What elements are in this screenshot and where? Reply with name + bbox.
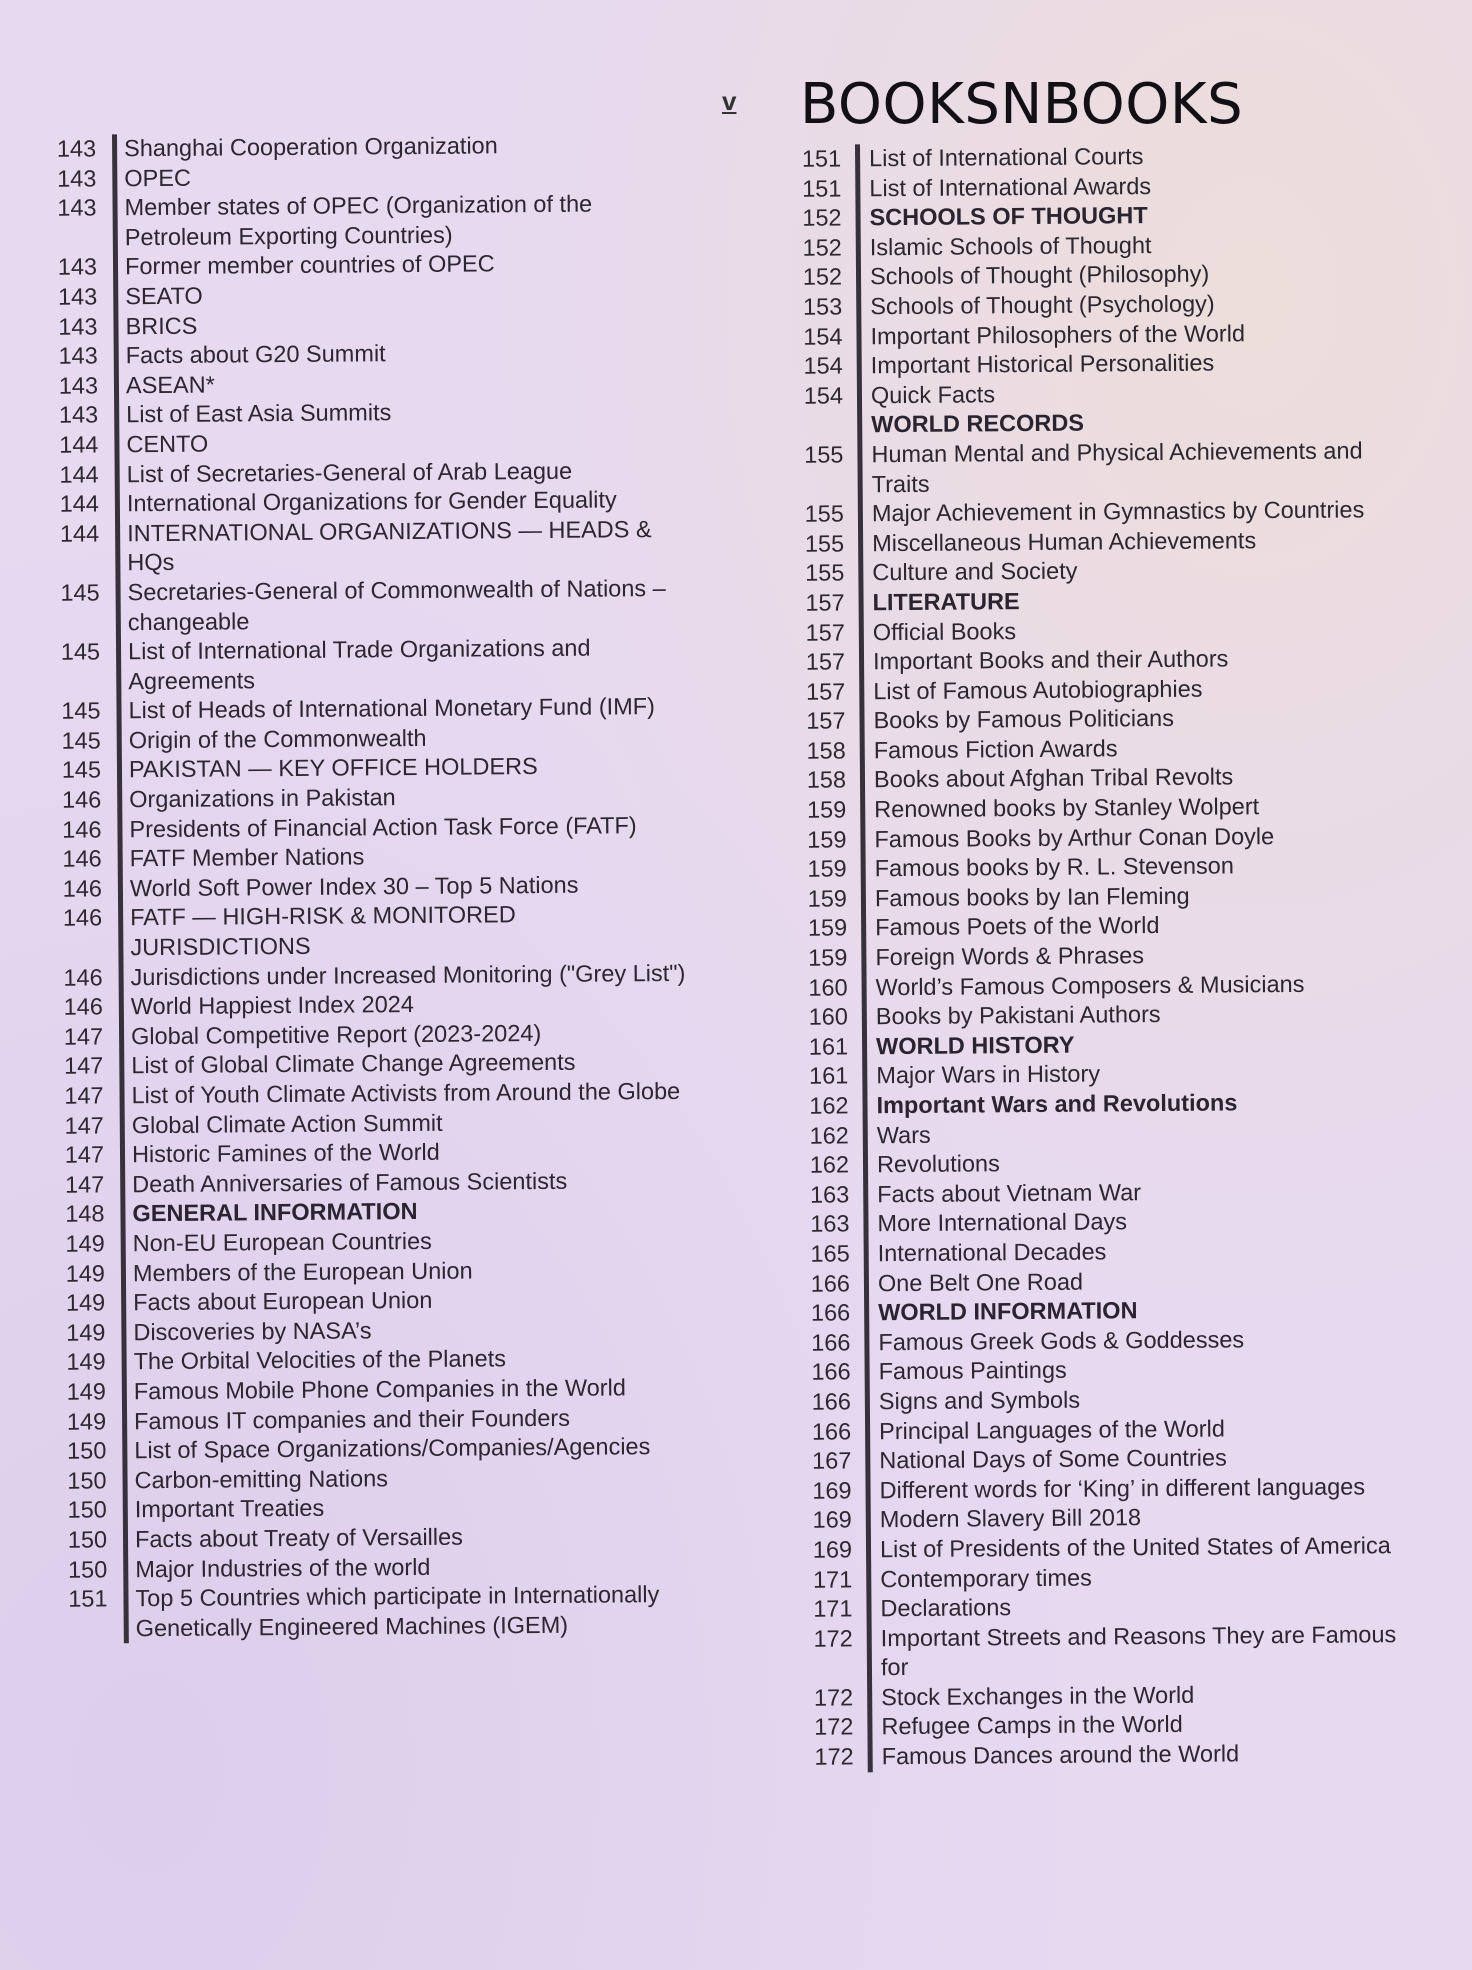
entry-page-number: 155 bbox=[804, 441, 844, 468]
entry-title: Islamic Schools of Thought bbox=[869, 231, 1152, 261]
entry-title: Miscellaneous Human Achievements bbox=[872, 526, 1257, 556]
entry-title: Famous Dances around the World bbox=[881, 1740, 1240, 1770]
entry-title: Facts about G20 Summit bbox=[125, 340, 386, 369]
entry-page-number: 143 bbox=[58, 342, 98, 369]
entry-page-number: 148 bbox=[65, 1200, 105, 1228]
entry-title: Global Climate Action Summit bbox=[131, 1109, 443, 1138]
entry-page-number: 166 bbox=[810, 1270, 851, 1297]
entry-page-number: 143 bbox=[58, 372, 99, 399]
entry-page-number: 154 bbox=[803, 382, 844, 409]
entry-title: Major Industries of the world bbox=[135, 1553, 431, 1582]
entry-page-number: 151 bbox=[68, 1585, 108, 1612]
entry-title: Former member countries of OPEC bbox=[124, 250, 495, 280]
entry-title: Famous Books by Arthur Conan Doyle bbox=[874, 822, 1275, 852]
entry-page-number: 143 bbox=[57, 165, 97, 192]
entry-page-number: 160 bbox=[808, 974, 848, 1001]
entry-page-number: 151 bbox=[801, 145, 842, 172]
entry-title: Books by Pakistani Authors bbox=[875, 1001, 1161, 1030]
entry-title: World Soft Power Index 30 – Top 5 Nations bbox=[129, 871, 579, 902]
entry-title: Famous books by Ian Fleming bbox=[874, 882, 1190, 912]
entry-page-number bbox=[777, 411, 871, 441]
entry-page-number: 150 bbox=[67, 1467, 107, 1494]
entry-page-number: 144 bbox=[59, 520, 100, 547]
entry-page-number: 167 bbox=[812, 1447, 852, 1474]
entry-page-number: 146 bbox=[63, 993, 103, 1020]
entry-title: Secretaries-General of Commonwealth of Nations – changeable bbox=[127, 574, 666, 635]
entry-title: Death Anniversaries of Famous Scientists bbox=[132, 1167, 568, 1198]
entry-page-number: 166 bbox=[810, 1299, 851, 1326]
entry-title: Famous Mobile Phone Companies in the World bbox=[133, 1374, 626, 1405]
entry-page-number: 159 bbox=[808, 944, 848, 971]
entry-page-number: 157 bbox=[805, 648, 846, 675]
entry-title: Historic Famines of the World bbox=[131, 1139, 440, 1168]
entry-page-number: 150 bbox=[67, 1526, 108, 1553]
entry-title: Important Philosophers of the World bbox=[870, 319, 1246, 349]
entry-title: Organizations in Pakistan bbox=[129, 784, 396, 813]
entry-title: ASEAN* bbox=[125, 371, 215, 399]
entry-page-number: 143 bbox=[57, 253, 98, 281]
entry-page-number: 147 bbox=[63, 1023, 104, 1050]
entry-page-number: 162 bbox=[809, 1151, 850, 1178]
entry-title: Important Treaties bbox=[134, 1495, 325, 1523]
entry-page-number: 145 bbox=[60, 638, 101, 665]
entry-page-number: 159 bbox=[807, 855, 847, 883]
entry-title: BRICS bbox=[125, 312, 198, 339]
entry-title: Declarations bbox=[880, 1594, 1012, 1622]
entry-title: Famous Fiction Awards bbox=[873, 735, 1118, 764]
entry-page-number: 146 bbox=[62, 845, 102, 873]
entry-title: FATF — HIGH-RISK & MONITORED JURISDICTIONS bbox=[130, 901, 516, 961]
entry-title: WORLD RECORDS bbox=[871, 409, 1085, 438]
contents-entry bbox=[33, 574, 683, 638]
entry-page-number: 143 bbox=[56, 135, 97, 162]
entry-title: Modern Slavery Bill 2018 bbox=[879, 1504, 1142, 1533]
contents-entry bbox=[788, 1738, 1428, 1773]
entry-title: Global Competitive Report (2023-2024) bbox=[130, 1019, 542, 1050]
entry-page-number: 149 bbox=[66, 1319, 106, 1346]
entry-page-number: 145 bbox=[61, 697, 101, 725]
entry-title: Famous books by R. L. Stevenson bbox=[874, 852, 1234, 882]
entry-title: The Orbital Velocities of the Planets bbox=[133, 1345, 507, 1375]
entry-title: FATF Member Nations bbox=[129, 843, 365, 872]
entry-page-number: 172 bbox=[814, 1743, 854, 1770]
entry-title: Renowned books by Stanley Wolpert bbox=[874, 793, 1260, 823]
entry-title: Books by Famous Politicians bbox=[873, 705, 1175, 734]
entry-page-number: 149 bbox=[65, 1289, 106, 1316]
entry-page-number: 157 bbox=[805, 618, 845, 646]
entry-page-number: 161 bbox=[808, 1062, 849, 1090]
entry-title: Facts about Treaty of Versailles bbox=[134, 1523, 463, 1553]
entry-title: Shanghai Cooperation Organization bbox=[124, 132, 498, 162]
entry-page-number: 157 bbox=[805, 678, 846, 705]
entry-title: International Organizations for Gender Equality bbox=[126, 486, 617, 517]
entry-page-number: 161 bbox=[808, 1033, 849, 1060]
entry-title: Top 5 Countries which participate in Internationally Genetically Engineered Machines (IGEM) bbox=[135, 1581, 660, 1641]
entry-page-number: 146 bbox=[62, 816, 102, 843]
entry-title: Quick Facts bbox=[870, 381, 996, 409]
contents-entry bbox=[34, 633, 684, 697]
entry-page-number: 163 bbox=[809, 1181, 850, 1208]
entry-page-number: 150 bbox=[67, 1437, 107, 1464]
entry-page-number: 154 bbox=[803, 352, 843, 379]
entry-title: National Days of Some Countries bbox=[879, 1444, 1227, 1474]
right-contents-column bbox=[775, 140, 1428, 1773]
entry-title: Official Books bbox=[872, 617, 1017, 645]
entry-page-number: 155 bbox=[805, 559, 845, 587]
contents-entry bbox=[777, 436, 1417, 500]
entry-title: INTERNATIONAL ORGANIZATIONS — HEADS & HQs bbox=[127, 515, 652, 576]
entry-page-number: 155 bbox=[804, 500, 844, 527]
entry-page-number: 152 bbox=[802, 204, 842, 231]
entry-title: Wars bbox=[876, 1121, 931, 1148]
entry-title: International Decades bbox=[877, 1238, 1107, 1267]
entry-title: Important Wars and Revolutions bbox=[876, 1089, 1238, 1119]
entry-page-number: 169 bbox=[812, 1506, 852, 1534]
entry-title: Members of the European Union bbox=[132, 1257, 473, 1286]
brand-title: BOOKSNBOOKS bbox=[800, 72, 1244, 137]
entry-page-number: 165 bbox=[810, 1240, 850, 1267]
entry-page-number: 154 bbox=[803, 323, 843, 350]
entry-page-number: 171 bbox=[813, 1595, 853, 1622]
entry-page-number: 143 bbox=[57, 194, 97, 221]
entry-page-number: 143 bbox=[58, 313, 98, 340]
entry-page-number: 166 bbox=[811, 1388, 851, 1415]
entry-page-number: 166 bbox=[811, 1329, 851, 1356]
page-number: v bbox=[722, 86, 737, 116]
entry-page-number: 159 bbox=[807, 914, 848, 942]
entry-page-number: 160 bbox=[808, 1003, 848, 1030]
entry-title: Revolutions bbox=[876, 1150, 1000, 1178]
entry-page-number: 159 bbox=[807, 826, 847, 853]
entry-title: Discoveries by NASA’s bbox=[133, 1317, 372, 1345]
contents-entry bbox=[41, 1580, 691, 1644]
entry-title: Major Achievement in Gymnastics by Countries bbox=[871, 496, 1365, 527]
entry-title: List of Youth Climate Activists from Around the Globe bbox=[131, 1077, 681, 1109]
entry-title: Famous Poets of the World bbox=[875, 912, 1160, 941]
entry-page-number: 144 bbox=[59, 431, 99, 458]
entry-page-number: 147 bbox=[64, 1171, 105, 1198]
entry-title: Facts about Vietnam War bbox=[877, 1178, 1142, 1208]
entry-title: Human Mental and Physical Achievements and Traits bbox=[871, 437, 1363, 497]
entry-title: Stock Exchanges in the World bbox=[881, 1681, 1195, 1711]
entry-title: Famous IT companies and their Founders bbox=[133, 1404, 571, 1434]
entry-page-number: 147 bbox=[63, 1052, 104, 1080]
entry-page-number: 157 bbox=[806, 707, 846, 735]
entry-title: Refugee Camps in the World bbox=[881, 1711, 1183, 1740]
entry-title: WORLD HISTORY bbox=[875, 1031, 1075, 1060]
entry-title: List of Secretaries-General of Arab League bbox=[126, 457, 573, 487]
entry-title: Schools of Thought (Psychology) bbox=[870, 290, 1215, 320]
entry-title: List of Global Climate Change Agreements bbox=[131, 1049, 576, 1079]
left-contents-column bbox=[30, 130, 692, 1644]
entry-page-number: 149 bbox=[66, 1378, 106, 1405]
contents-entry bbox=[787, 1620, 1427, 1684]
entry-page-number: 155 bbox=[804, 530, 845, 557]
entry-page-number: 171 bbox=[812, 1565, 853, 1593]
entry-title: Carbon-emitting Nations bbox=[134, 1464, 389, 1493]
entry-page-number: 146 bbox=[61, 786, 102, 813]
entry-title: More International Days bbox=[877, 1208, 1128, 1237]
entry-page-number: 151 bbox=[802, 175, 842, 202]
entry-title: World Happiest Index 2024 bbox=[130, 991, 414, 1020]
entry-title: WORLD INFORMATION bbox=[878, 1297, 1138, 1326]
entry-title: Signs and Symbols bbox=[878, 1386, 1081, 1415]
entry-page-number: 152 bbox=[802, 263, 843, 291]
entry-page-number: 162 bbox=[809, 1092, 849, 1119]
contents-entry bbox=[33, 515, 683, 579]
entry-title: List of International Trade Organizations and Agreements bbox=[127, 634, 591, 694]
entry-title: LITERATURE bbox=[872, 587, 1020, 616]
entry-page-number: 144 bbox=[59, 490, 99, 517]
entry-page-number: 152 bbox=[802, 234, 842, 261]
entry-title: Important Books and their Authors bbox=[872, 645, 1229, 675]
entry-page-number: 153 bbox=[802, 293, 843, 320]
contents-entry bbox=[36, 899, 686, 963]
entry-page-number: 169 bbox=[812, 1536, 853, 1563]
entry-page-number: 149 bbox=[66, 1348, 106, 1376]
entry-title: OPEC bbox=[124, 164, 192, 191]
entry-page-number: 149 bbox=[65, 1230, 105, 1257]
entry-title: List of Heads of International Monetary Fund (IMF) bbox=[128, 693, 655, 724]
entry-page-number: 158 bbox=[806, 737, 846, 764]
entry-page-number: 166 bbox=[811, 1417, 852, 1445]
entry-page-number: 149 bbox=[65, 1260, 106, 1287]
entry-title: Presidents of Financial Action Task Force (FATF) bbox=[129, 811, 637, 842]
entry-page-number: 157 bbox=[805, 589, 845, 616]
entry-title: List of Famous Autobiographies bbox=[873, 675, 1203, 704]
entry-page-number: 149 bbox=[66, 1407, 107, 1435]
entry-page-number: 166 bbox=[811, 1358, 851, 1386]
entry-title: List of Presidents of the United States of America bbox=[879, 1532, 1391, 1563]
entry-title: SEATO bbox=[125, 282, 203, 310]
entry-title: List of International Courts bbox=[869, 143, 1144, 172]
entry-page-number: 159 bbox=[806, 796, 847, 823]
entry-page-number: 150 bbox=[67, 1555, 108, 1583]
entry-title: Member states of OPEC (Organization of the Petroleum Exporting Countries) bbox=[124, 190, 593, 251]
entry-page-number: 172 bbox=[814, 1713, 854, 1741]
entry-page-number: 145 bbox=[60, 579, 100, 606]
entry-title: Books about Afghan Tribal Revolts bbox=[873, 763, 1234, 793]
entry-title: Important Historical Personalities bbox=[870, 349, 1215, 379]
entry-title: CENTO bbox=[126, 430, 209, 458]
entry-title: Principal Languages of the World bbox=[878, 1415, 1225, 1444]
entry-title: Non-EU European Countries bbox=[132, 1227, 432, 1257]
entry-page-number: 143 bbox=[57, 283, 98, 310]
entry-page-number: 145 bbox=[61, 756, 102, 784]
entry-title: World’s Famous Composers & Musicians bbox=[875, 970, 1305, 1000]
entry-title: PAKISTAN — KEY OFFICE HOLDERS bbox=[128, 753, 538, 783]
entry-title: GENERAL INFORMATION bbox=[132, 1198, 418, 1227]
entry-page-number: 147 bbox=[64, 1082, 104, 1109]
entry-title: Culture and Society bbox=[872, 557, 1078, 586]
entry-page-number: 144 bbox=[59, 461, 99, 488]
entry-title: Major Wars in History bbox=[876, 1060, 1101, 1089]
entry-title: Facts about European Union bbox=[133, 1287, 433, 1316]
entry-page-number: 145 bbox=[61, 727, 101, 754]
entry-page-number: 143 bbox=[58, 401, 99, 429]
entry-title: Schools of Thought (Philosophy) bbox=[869, 260, 1210, 290]
entry-page-number: 147 bbox=[64, 1141, 105, 1168]
entry-title: Jurisdictions under Increased Monitoring ("Grey List") bbox=[130, 959, 686, 990]
entry-page-number: 172 bbox=[813, 1625, 853, 1652]
entry-page-number: 163 bbox=[810, 1210, 850, 1238]
entry-title: Contemporary times bbox=[880, 1564, 1092, 1592]
entry-page-number: 150 bbox=[67, 1496, 107, 1524]
entry-title: List of East Asia Summits bbox=[126, 399, 392, 428]
entry-page-number: 146 bbox=[62, 904, 103, 932]
contents-entry bbox=[30, 189, 680, 253]
entry-title: Different words for ‘King’ in different languages bbox=[879, 1473, 1366, 1503]
entry-title: Important Streets and Reasons They are Famous for bbox=[880, 1620, 1397, 1681]
entry-title: List of International Awards bbox=[869, 172, 1152, 201]
entry-title: Famous Greek Gods & Goddesses bbox=[878, 1326, 1245, 1355]
entry-page-number: 146 bbox=[63, 964, 103, 991]
entry-page-number: 172 bbox=[813, 1684, 854, 1711]
entry-page-number: 159 bbox=[807, 885, 848, 912]
entry-page-number: 169 bbox=[812, 1477, 852, 1504]
entry-title: Origin of the Commonwealth bbox=[128, 724, 427, 754]
entry-page-number: 162 bbox=[809, 1122, 849, 1149]
entry-title: Foreign Words & Phrases bbox=[875, 942, 1145, 971]
entry-page-number: 147 bbox=[64, 1112, 104, 1139]
entry-page-number: 158 bbox=[806, 766, 847, 794]
entry-title: SCHOOLS OF THOUGHT bbox=[869, 202, 1148, 231]
entry-title: Famous Paintings bbox=[878, 1357, 1067, 1385]
entry-page-number: 146 bbox=[62, 875, 103, 902]
entry-title: List of Space Organizations/Companies/Agencies bbox=[134, 1433, 651, 1464]
entry-title: One Belt One Road bbox=[877, 1268, 1084, 1296]
